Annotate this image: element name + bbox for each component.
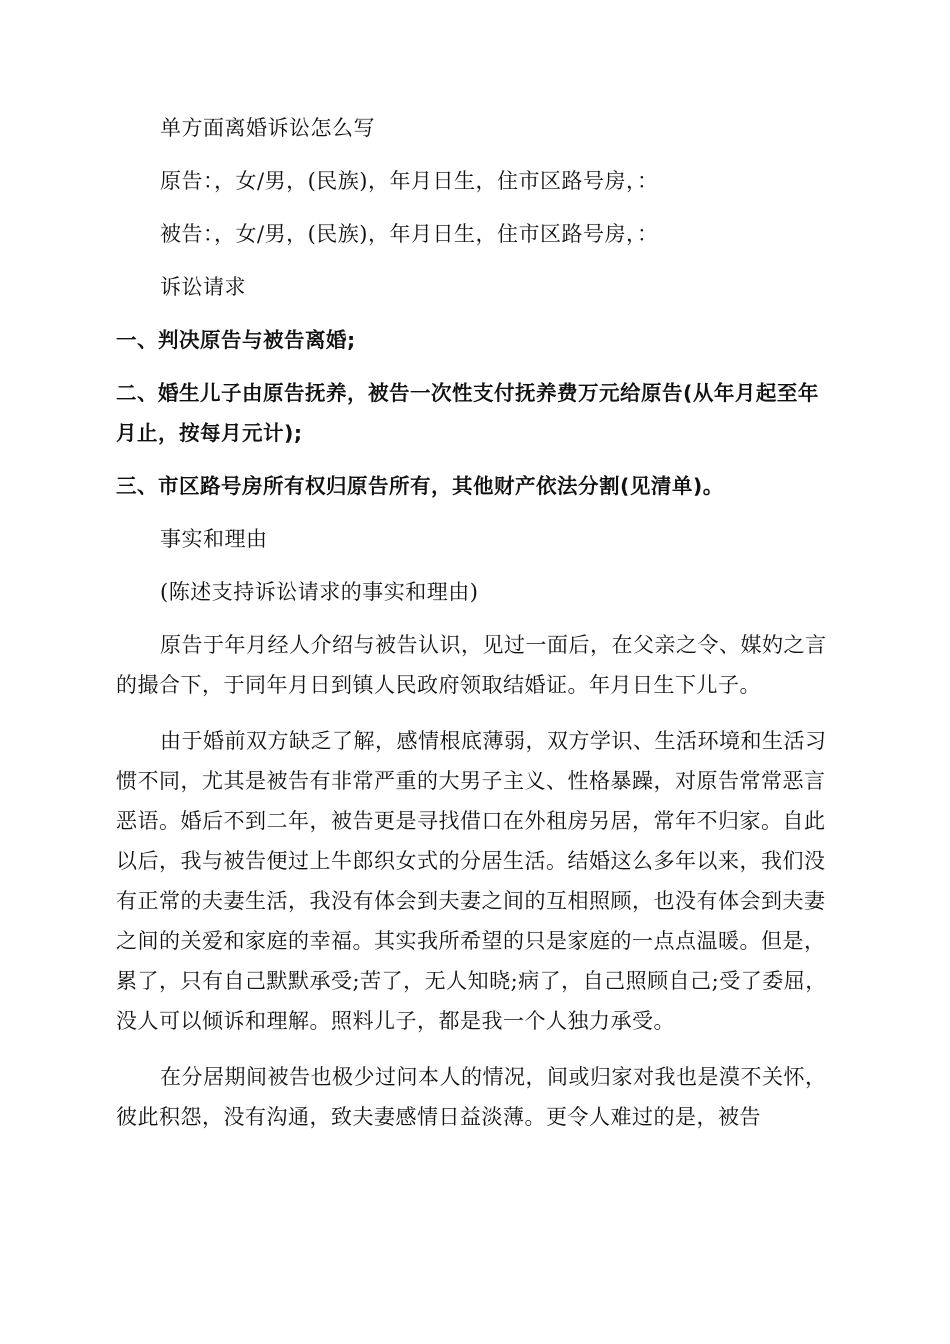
claim-item-1: 一、判决原告与被告离婚; — [116, 328, 356, 352]
plaintiff-line: 原告：，女/男，(民族)，年月日生，住市区路号房，： — [160, 169, 659, 193]
claim-item-3: 三、市区路号房所有权归原告所有，其他财产依法分割(见清单)。 — [116, 474, 724, 498]
body-paragraph-3: 在分居期间被告也极少过问本人的情况，间或归家对我也是漠不关怀，彼此积怨，没有沟通，致夫妻感情日益淡薄。更令人难过的是，被告 — [116, 1065, 827, 1129]
facts-note: (陈述支持诉讼请求的事实和理由) — [160, 580, 479, 604]
facts-heading: 事实和理由 — [160, 527, 268, 551]
claim-item-2: 二、婚生儿子由原告抚养，被告一次性支付抚养费万元给原告(从年月起至年月止，按每月元计); — [116, 381, 819, 445]
defendant-line: 被告：，女/男，(民族)，年月日生，住市区路号房，： — [160, 222, 659, 246]
document-page — [116, 108, 832, 1137]
body-paragraph-2: 由于婚前双方缺乏了解，感情根底薄弱，双方学识、生活环境和生活习惯不同，尤其是被告有非常严重的大男子主义、性格暴躁，对原告常常恶言恶语。婚后不到二年，被告更是寻找借口在外租房另居，常年不归家。自此以后，我与被告便过上牛郎织女式的分居生活。结婚这么多年以来，我们没有正常的夫妻生活，我没有体会到夫妻之间的互相照顾，也没有体会到夫妻之间的关爱和家庭的幸福。其实我所希望的只是家庭的一点点温暖。但是，累了，只有自己默默承受;苦了，无人知晓;病了，自己照顾自己;受了委屈，没人可以倾诉和理解。照料儿子，都是我一个人独力承受。 — [116, 729, 827, 1033]
body-paragraph-1: 原告于年月经人介绍与被告认识，见过一面后，在父亲之令、媒妁之言的撮合下，于同年月日到镇人民政府领取结婚证。年月日生下儿子。 — [116, 633, 827, 697]
claims-heading: 诉讼请求 — [160, 275, 246, 299]
document-title: 单方面离婚诉讼怎么写 — [160, 116, 375, 140]
